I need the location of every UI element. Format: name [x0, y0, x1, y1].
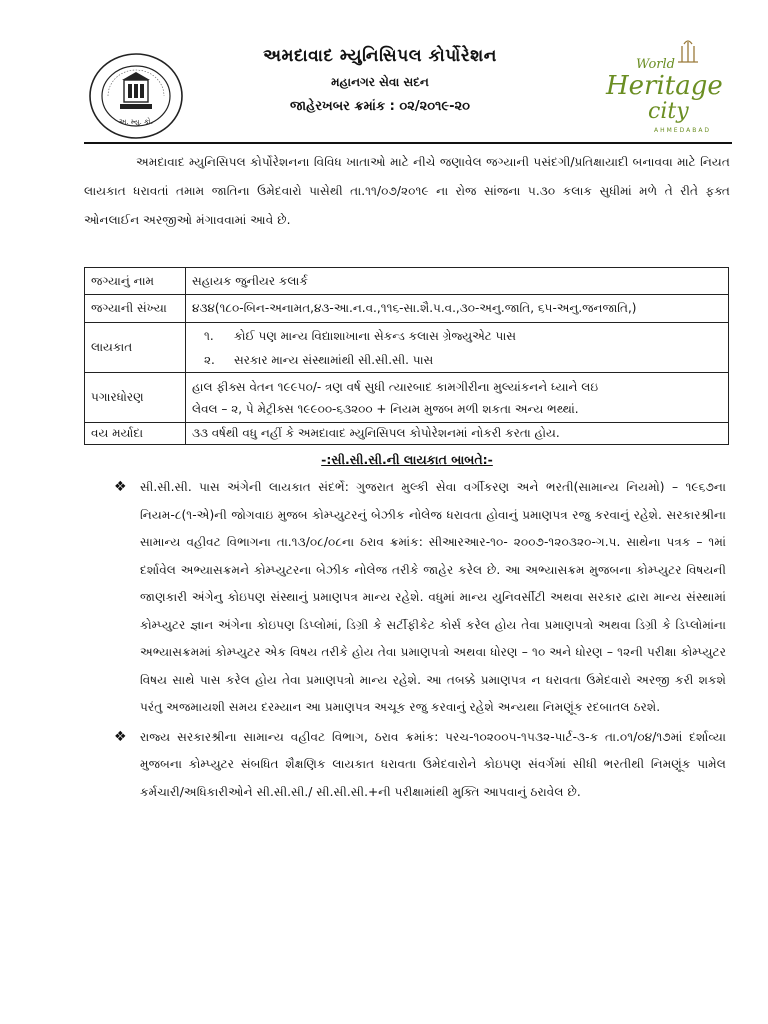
diamond-bullet-icon: ❖: [114, 479, 127, 495]
intro-text: અમદાવાદ મ્યુનિસિપલ કોર્પોરેશનના વિવિધ ખાતાઓ માટે નીચે જણાવેલ જગ્યાની પસંદગી/પ્રતિક્ષાયાદી બનાવવા માટે નિયત લાયકાત ધરાવતાં તમામ જાતિના ઉમેદવારો પાસેથી તા.૧૧/૦૭/૨૦૧૯ ના રોજ સાંજના ૫.૩૦ કલાક સુધીમાં મળે તે રીતે ફક્ત ઓનલાઈન અરજીઓ મંગાવવામાં આવે છે.: [84, 155, 730, 227]
letterhead: [0, 0, 768, 150]
diamond-bullet-icon: ❖: [114, 728, 127, 745]
logo-text-world: World: [636, 57, 675, 72]
post-count-value: ૪૩૪(૧૮૦-બિન-અનામત,૪૩-આ.ન.વ.,૧૧૬-સા.શૈ.પ.વ.,૩૦-અનુ.જાતિ, ૬૫-અનુ.જનજાતિ,): [186, 295, 729, 323]
age-limit-label: વય મર્યાદા: [85, 423, 186, 445]
header-divider: [84, 142, 732, 144]
intro-paragraph: [84, 148, 730, 235]
bullet-text: સી.સી.સી. પાસ અંગેની લાયકાત સંદર્ભે: ગુજરાત મુલ્કી સેવા વર્ગીકરણ અને ભરતી(સામાન્ય નિયમો) – ૧૯૬૭ના નિયમ-૮(૧-એ)ની જોગવાઇ મુજબ કોમ્પ્યુટરનું બેઝીક નોલેજ ધરાવતા હોવાનું પ્રમાણપત્ર રજુ કરવાનું રહેશે. સરકારશ્રીના સામાન્ય વહીવટ વિભાગના તા.૧૩/૦૮/૦૮ના ઠરાવ ક્રમાંક: સીઆરઆર-૧૦- ૨૦૦૭-૧૨૦૩૨૦-ગ.પ. સાથેના પત્રક – ૧માં દર્શાવેલ અભ્યાસક્રમને કોમ્પ્યુટરના બેઝીક નોલેજ તરીકે જાહેર કરેલ છે. આ અભ્યાસક્રમ મુજબના કોમ્પ્યુટર વિષયની જાણકારી અંગેનુ કોઇપણ સંસ્થાનું પ્રમાણપત્ર માન્ય રહેશે. વધુમાં માન્ય યુનિવર્સીટી અથવા સરકાર દ્વારા માન્ય સંસ્થામાં કોમ્પ્યુટર જ્ઞાન અંગેના કોઇપણ ડિપ્લોમાં, ડિગ્રી કે સર્ટીફીકેટ કોર્સ કરેલ હોય તેવા પ્રમાણપત્રો અથવા ડિગ્રી કે ડિપ્લોમાંના અભ્યાસક્રમમાં કોમ્પ્યુટર એક વિષય તરીકે હોય તેવા પ્રમાણપત્રો અથવા ધોરણ – ૧૦ અને ધોરણ – ૧૨ની પરીક્ષા કોમ્પ્યુટર વિષય સાથે પાસ કરેલ હોય તેવા પ્રમાણપત્રો માન્ય રહેશે. આ તબક્કે પ્રમાણપત્ર ન ધરાવતા ઉમેદવારો અરજી કરી શકશે પરંતુ અજમાયશી સમય દરમ્યાન આ પ્રમાણપત્ર અચૂક રજુ કરવાનું રહેશે અન્યથા નિમણૂંક રદબાતલ ઠરશે.: [140, 480, 726, 714]
list-item: [110, 724, 726, 807]
post-name-value: સહાયક જુનીયર કલાર્ક: [186, 268, 729, 295]
header-titles: [190, 46, 570, 114]
pay-scale-line: હાલ ફીક્સ વેતન ૧૯૯૫૦/- ત્રણ વર્ષ સુધી ત્યારબાદ કામગીરીના મુલ્યાંકનને ધ્યાને લઇ: [192, 379, 599, 394]
office-name: મહાનગર સેવા સદન: [331, 75, 429, 89]
pay-scale-line: લેવલ – ૨, પે મેટ્રીક્સ ૧૯૯૦૦-૬૩૨૦૦ + નિયમ મુજબ મળી શકતા અન્ય ભથ્થાં.: [192, 401, 579, 416]
post-name-label: જગ્યાનું નામ: [85, 268, 186, 295]
qualification-number: ૧.: [204, 328, 214, 343]
qualification-number: ૨.: [204, 352, 215, 367]
logo-text-city: city: [648, 99, 689, 124]
age-limit-value: ૩૩ વર્ષથી વધુ નહીં કે અમદાવાદ મ્યુનિસિપલ કોપોરેશનમાં નોકરી કરતા હોય.: [186, 423, 729, 445]
logo-text-ahmedabad: AHMEDABAD: [654, 127, 712, 134]
org-name: અમદાવાદ મ્યુનિસિપલ કોર્પોરેશન: [263, 46, 497, 66]
table-row: [85, 295, 729, 323]
qualification-item: [192, 324, 722, 348]
qualification-label: લાયકાત: [85, 323, 186, 373]
list-item: [110, 474, 726, 722]
advertisement-number: જાહેરખબર ક્રમાંક : ૦૨/૨૦૧૯-૨૦: [290, 99, 470, 114]
amc-seal-logo: [88, 52, 184, 140]
qualification-text: સરકાર માન્ય સંસ્થામાંથી સી.સી.સી. પાસ: [234, 352, 434, 367]
table-row: [85, 373, 729, 423]
ccc-qualification-heading: -:સી.સી.સી.ની લાયકાત બાબતે:-: [321, 452, 493, 467]
qualification-text: કોઈ પણ માન્ય વિદ્યાશાખાના સેકન્ડ કલાસ ગ્રેજ્યુએટ પાસ: [234, 328, 516, 343]
seal-initials: અ. મ્યુ. કો.: [119, 118, 153, 126]
pay-scale-label: પગારધોરણ: [85, 373, 186, 423]
logo-text-heritage: Heritage: [606, 71, 723, 101]
qualification-item: [192, 348, 722, 372]
qualification-list: [186, 323, 729, 373]
post-details-table: [84, 267, 729, 445]
post-count-label: જગ્યાની સંખ્યા: [85, 295, 186, 323]
bullet-text: રાજ્ય સરકારશ્રીના સામાન્ય વહીવટ વિભાગ, ઠરાવ ક્રમાંક: પરચ-૧૦૨૦૦૫-૧૫૩૨-પાર્ટ-૩-ક તા.૦૧/૦૪/૧૭માં દર્શાવ્યા મુજબના કોમ્પ્યુટર સંબધિત શૈક્ષણિક લાયકાત ધરાવતા ઉમેદવારોને કોઇપણ સંવર્ગમાં સીધી ભરતીથી નિમણૂંક પામેલ કર્મચારી/અધિકારીઓને સી.સી.સી./ સી.સી.સી.+ની પરીક્ષામાંથી મુક્તિ આપવાનું ઠરાવેલ છે.: [140, 729, 726, 799]
world-heritage-city-logo: [594, 38, 724, 138]
table-row: [85, 323, 729, 373]
table-row: [85, 423, 729, 445]
pay-scale-value: [186, 373, 729, 423]
table-row: [85, 268, 729, 295]
ccc-bullet-list: [110, 474, 726, 806]
